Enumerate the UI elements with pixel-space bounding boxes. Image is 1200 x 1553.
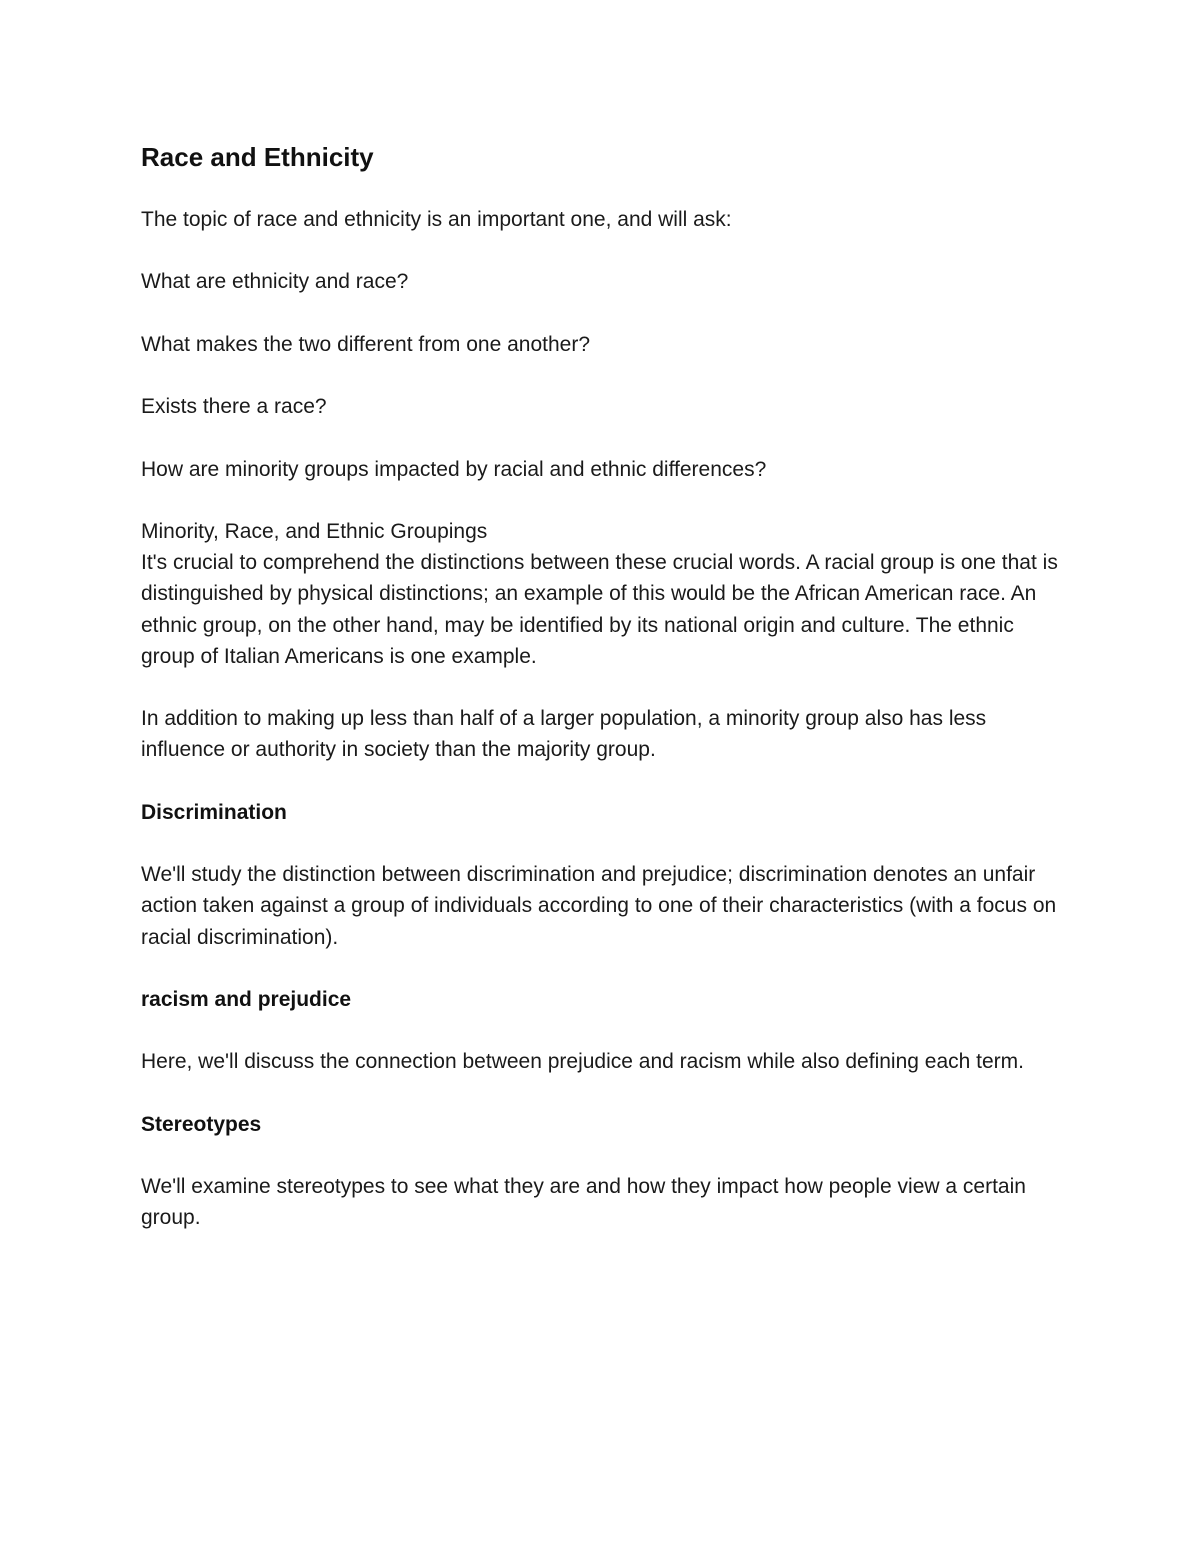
question-1: What are ethnicity and race?	[141, 270, 409, 294]
question-3: Exists there a race?	[141, 395, 327, 419]
section-heading-discrimination: Discrimination	[141, 800, 287, 824]
minority-paragraph: In addition to making up less than half of a larger population, a minority group also has less influence or authority in society than the majority group.	[141, 707, 987, 762]
groupings-paragraph: It's crucial to comprehend the distinctions between these crucial words. A racial group is one that is distinguished by physical distinctions; an example of this would be the African American race. An ethnic group, on the other hand, may be identified by its national origin and culture. The ethnic group of Italian Americans is one example.	[141, 551, 1058, 668]
question-2: What makes the two different from one another?	[141, 332, 591, 356]
section-heading-racism: racism and prejudice	[141, 987, 352, 1011]
document-title: Race and Ethnicity	[141, 142, 374, 172]
section-body-racism: Here, we'll discuss the connection between prejudice and racism while also defining each term.	[141, 1050, 1024, 1074]
section-heading-stereotypes: Stereotypes	[141, 1112, 262, 1136]
groupings-heading: Minority, Race, and Ethnic Groupings	[141, 519, 488, 543]
intro-paragraph: The topic of race and ethnicity is an important one, and will ask:	[141, 208, 732, 231]
document-page	[141, 140, 1071, 1234]
section-body-discrimination: We'll study the distinction between discrimination and prejudice; discrimination denotes an unfair action taken against a group of individuals according to one of their characteristics (with a focus on racial discrimination).	[141, 863, 1057, 949]
section-body-stereotypes: We'll examine stereotypes to see what they are and how they impact how people view a certain group.	[141, 1175, 1026, 1230]
question-4: How are minority groups impacted by racial and ethnic differences?	[141, 457, 767, 481]
